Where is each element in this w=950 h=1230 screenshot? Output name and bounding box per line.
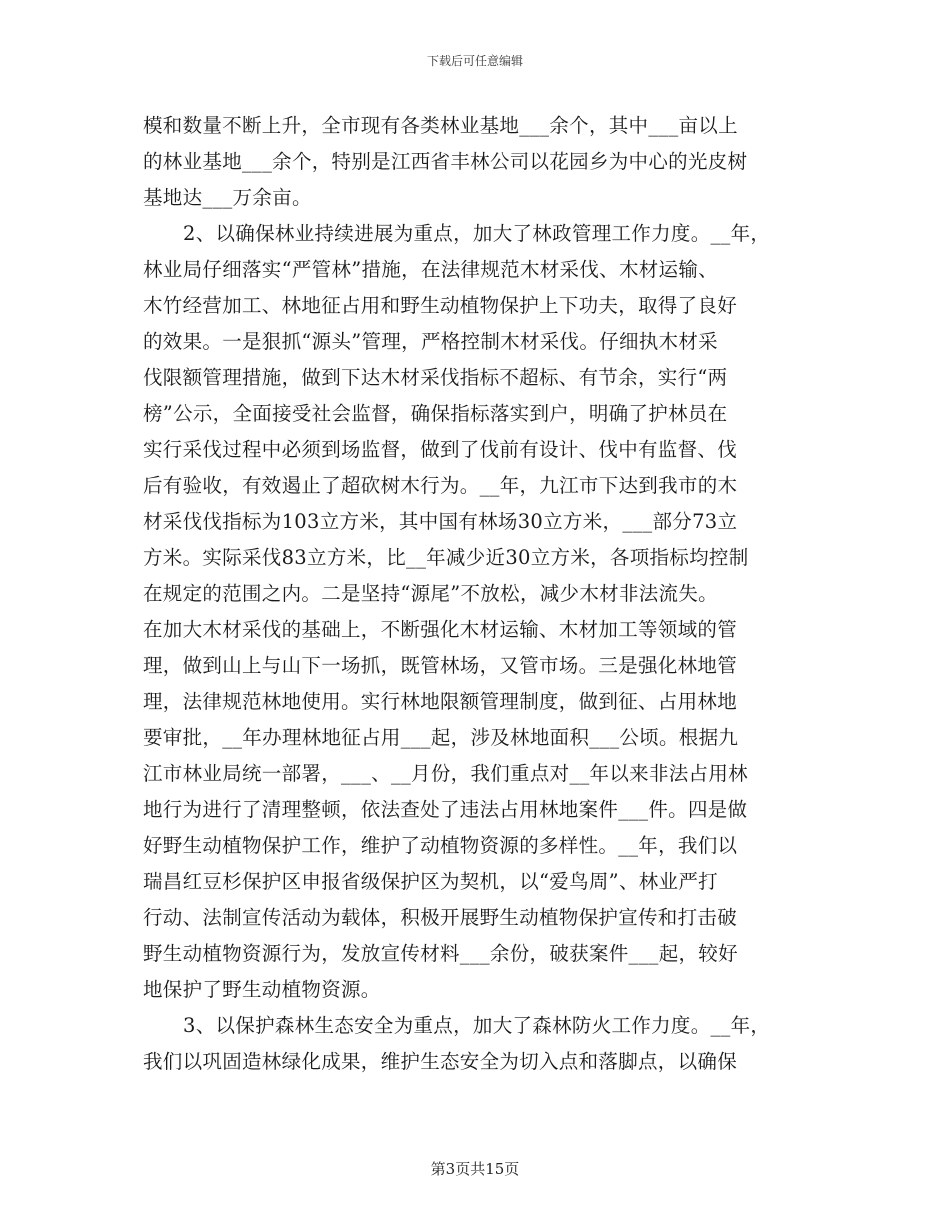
text-line: 榜”公示，全面接受社会监督，确保指标落实到户，明确了护林员在 [143, 402, 728, 425]
text-line: 在加大木材采伐的基础上，不断强化木材运输、木材加工等领域的管 [143, 618, 738, 641]
text-line: 行动、法制宣传活动为载体，积极开展野生动植物保护宣传和打击破 [143, 906, 738, 929]
text-line: 模和数量不断上升，全市现有各类林业基地___余个，其中___亩以上 [143, 114, 738, 137]
text-line: 基地达___万余亩。 [143, 186, 312, 209]
text-line: 要审批，__年办理林地征占用___起，涉及林地面积___公顷。根据九 [143, 726, 739, 749]
text-line: 伐限额管理措施，做到下达木材采伐指标不超标、有节余，实行“两 [143, 366, 728, 389]
text-line: 后有验收，有效遏止了超砍树木行为。__年，九江市下达到我市的木 [143, 474, 738, 497]
document-body [143, 108, 808, 1080]
text-line: 木竹经营加工、林地征占用和野生动植物保护上下功夫，取得了良好 [143, 294, 738, 317]
page-header-note: 下载后可任意编辑 [426, 54, 523, 68]
text-line: 实行采伐过程中必须到场监督，做到了伐前有设计、伐中有监督、伐 [143, 438, 738, 461]
text-line: 方米。实际采伐83立方米，比__年减少近30立方米，各项指标均控制 [143, 546, 749, 569]
text-line: 理，法律规范林地使用。实行林地限额管理制度，做到征、占用林地 [143, 690, 738, 713]
text-line: 的效果。一是狠抓“源头”管理，严格控制木材采伐。仔细执木材采 [143, 330, 718, 353]
text-line: 3、以保护森林生态安全为重点，加大了森林防火工作力度。__年， [183, 1014, 771, 1037]
text-line: 我们以巩固造林绿化成果，维护生态安全为切入点和落脚点，以确保 [143, 1050, 738, 1073]
text-line: 2、以确保林业持续进展为重点，加大了林政管理工作力度。__年， [183, 222, 771, 245]
text-line: 好野生动植物保护工作，维护了动植物资源的多样性。__年，我们以 [143, 834, 738, 857]
text-line: 地行为进行了清理整顿，依法查处了违法占用林地案件___件。四是做 [143, 798, 748, 821]
page-number-footer: 第3页共15页 [430, 1160, 520, 1178]
text-line: 材采伐伐指标为103立方米，其中国有林场30立方米，___部分73立 [143, 510, 738, 533]
text-line: 的林业基地___余个，特别是江西省丰林公司以花园乡为中心的光皮树 [143, 150, 748, 173]
text-line: 瑞昌红豆杉保护区申报省级保护区为契机，以“爱鸟周”、林业严打 [143, 870, 718, 893]
text-line: 江市林业局统一部署，___、__月份，我们重点对__年以来非法占用林 [143, 762, 748, 785]
text-line: 在规定的范围之内。二是坚持“源尾”不放松，减少木材非法流失。 [143, 582, 718, 605]
text-line: 地保护了野生动植物资源。 [143, 978, 381, 1001]
text-line: 理，做到山上与山下一场抓，既管林场，又管市场。三是强化林地管 [143, 654, 738, 677]
text-line: 野生动植物资源行为，发放宣传材料___余份，破获案件___起，较好 [143, 942, 738, 965]
text-line: 林业局仔细落实“严管林”措施，在法律规范木材采伐、木材运输、 [143, 258, 718, 281]
